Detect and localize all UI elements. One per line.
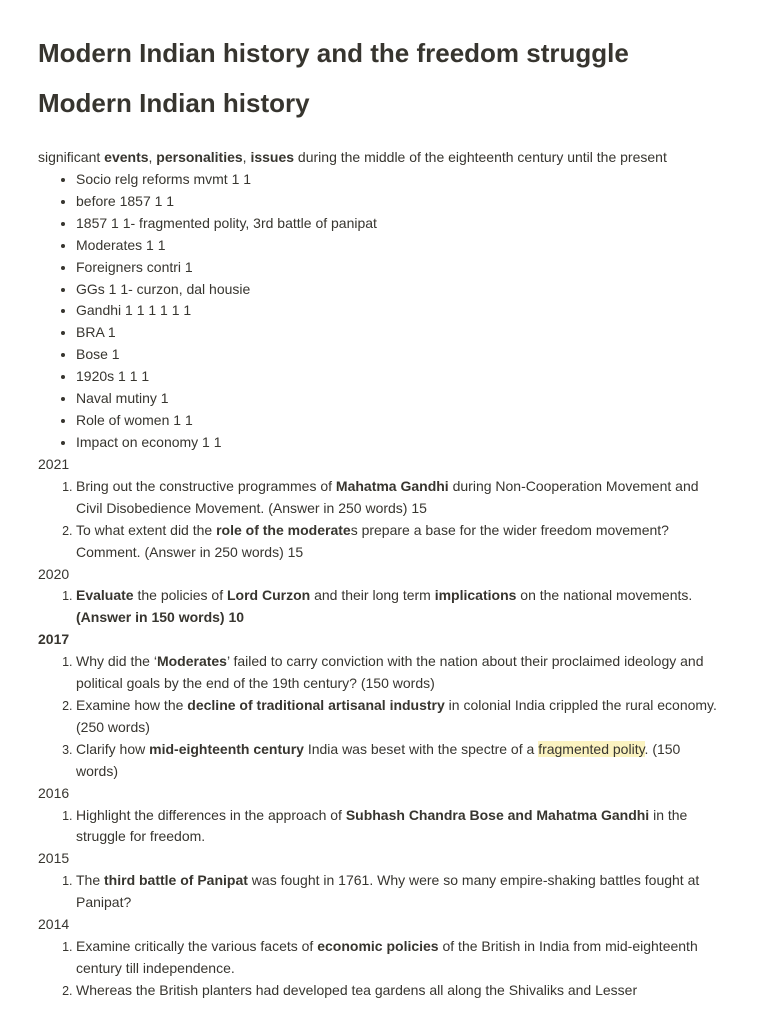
list-item: • Gandhi 1 1 1 1 1 1 <box>76 300 377 322</box>
list-item: • Impact on economy 1 1 <box>76 432 377 454</box>
question-list-2015 <box>38 870 718 914</box>
question-list-2014 <box>38 936 718 1002</box>
question-item: 2. To what extent did the role of the moderates prepare a base for the wider freedom movement? Comment. (Answer in 250 words) 15 <box>76 520 718 564</box>
question-list-2017 <box>38 651 718 782</box>
question-item: 2. Whereas the British planters had developed tea gardens all along the Shivaliks and Lesser <box>76 980 718 1002</box>
list-item: • 1857 1 1- fragmented polity, 3rd battle of panipat <box>76 213 377 235</box>
list-item: • before 1857 1 1 <box>76 191 377 213</box>
list-item: • Bose 1 <box>76 344 377 366</box>
list-item: • 1920s 1 1 1 <box>76 366 377 388</box>
question-sections <box>38 454 718 1002</box>
year-label-2017: 2017 <box>38 631 70 648</box>
intro-bold-personalities: personalities <box>156 149 243 165</box>
year-label-2021: 2021 <box>38 456 70 472</box>
question-item: 3. Clarify how mid-eighteenth century India was beset with the spectre of a fragmented polity. (150 words) <box>76 739 718 783</box>
question-item: 1. Why did the ‘Moderates’ failed to carry conviction with the nation about their proclaimed ideology and political goals by the end of the 19th century? (150 words) <box>76 651 718 695</box>
question-item: 1. Evaluate the policies of Lord Curzon and their long term implications on the national movements. (Answer in 150 words) 10 <box>76 585 718 629</box>
topic-list <box>38 169 377 454</box>
list-item: • Moderates 1 1 <box>76 235 377 257</box>
list-item: • BRA 1 <box>76 322 377 344</box>
year-label-2016: 2016 <box>38 784 70 801</box>
page-title: Modern Indian history and the freedom struggle <box>38 38 629 68</box>
question-item: 1. Highlight the differences in the approach of Subhash Chandra Bose and Mahatma Gandhi in the struggle for freedom. <box>76 805 718 849</box>
intro-bold-events: events <box>104 149 149 165</box>
list-item: • Role of women 1 1 <box>76 410 377 432</box>
section-heading: Modern Indian history <box>38 88 310 118</box>
highlighted-text: fragmented polity <box>538 740 645 757</box>
list-item: • Foreigners contri 1 <box>76 257 377 279</box>
year-label-2014: 2014 <box>38 916 70 933</box>
question-list-2020 <box>38 585 718 629</box>
list-item: • Naval mutiny 1 <box>76 388 377 410</box>
year-label-2015: 2015 <box>38 850 70 867</box>
question-item: 1. Examine critically the various facets of economic policies of the British in India from mid-eighteenth century till independence. <box>76 936 718 980</box>
question-list-2021 <box>38 476 718 564</box>
list-item: • Socio relg reforms mvmt 1 1 <box>76 169 377 191</box>
question-item: 2. Examine how the decline of traditional artisanal industry in colonial India crippled the rural economy. (250 words) <box>76 695 718 739</box>
intro-paragraph: significant events, personalities, issues during the middle of the eighteenth century until the present <box>38 149 667 165</box>
year-label-2020: 2020 <box>38 565 70 582</box>
list-item: • GGs 1 1- curzon, dal housie <box>76 279 377 301</box>
question-list-2016 <box>38 805 718 849</box>
intro-bold-issues: issues <box>250 149 295 165</box>
question-item: 1. The third battle of Panipat was fought in 1761. Why were so many empire-shaking battles fought at Panipat? <box>76 870 718 914</box>
question-item: 1. Bring out the constructive programmes of Mahatma Gandhi during Non-Cooperation Movement and Civil Disobedience Movement. (Answer in 250 words) 15 <box>76 476 718 520</box>
